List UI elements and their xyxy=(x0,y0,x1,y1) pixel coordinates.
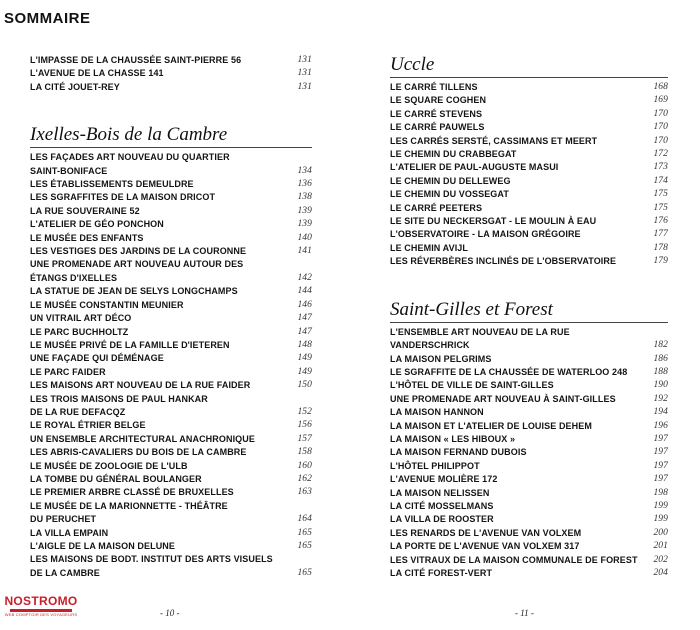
toc-entry-title: LA CITÉ JOUET-REY xyxy=(30,81,120,92)
toc-entry-page: 194 xyxy=(653,407,668,418)
toc-entry xyxy=(390,433,668,446)
toc-entry-page: 200 xyxy=(653,527,668,538)
toc-entry-page: 144 xyxy=(297,286,312,297)
toc-entry-page: 201 xyxy=(653,541,668,552)
toc-entry-title: L'OBSERVATOIRE - LA MAISON GRÉGOIRE xyxy=(390,229,581,240)
left-column xyxy=(30,54,312,580)
toc-entry-page: 152 xyxy=(297,406,312,417)
toc-entry xyxy=(390,228,668,241)
toc-entry xyxy=(30,352,312,365)
toc-entry xyxy=(390,513,668,526)
toc-entry-title: LE CHEMIN DU VOSSEGAT xyxy=(390,189,509,200)
toc-entry-page: 162 xyxy=(297,473,312,484)
toc-entry xyxy=(390,215,668,228)
toc-entry-title: UNE PROMENADE ART NOUVEAU À SAINT-GILLES xyxy=(390,393,616,404)
page-header: SOMMAIRE xyxy=(4,10,91,27)
toc-entry xyxy=(30,433,312,446)
left-page-number: - 10 - xyxy=(160,608,180,618)
nostromo-logo xyxy=(4,594,78,622)
toc-entry-title: LE PREMIER ARBRE CLASSÉ DE BRUXELLES xyxy=(30,487,234,498)
toc-entry xyxy=(30,419,312,432)
toc-entry-title: LE MUSÉE DE ZOOLOGIE DE L'ULB xyxy=(30,460,188,471)
toc-entry-title: LE PARC FAIDER xyxy=(30,366,106,377)
toc-entry xyxy=(390,161,668,174)
toc-entry-page: 131 xyxy=(297,55,312,65)
toc-entry-title: LA VILLA EMPAIN xyxy=(30,527,109,538)
toc-entry-page: 146 xyxy=(297,299,312,310)
toc-entry-title: LE CARRÉ PAUWELS xyxy=(390,122,485,133)
toc-entry-title: LE PARC BUCHHOLTZ xyxy=(30,326,129,337)
toc-entry-page: 158 xyxy=(297,447,312,458)
toc-entry-title: LES VITRAUX DE LA MAISON COMMUNALE DE FOREST xyxy=(390,554,638,565)
toc-entry xyxy=(390,202,668,215)
toc-entry-title: LE MUSÉE DES ENFANTS xyxy=(30,232,144,243)
toc-entry-page: 147 xyxy=(297,326,312,337)
toc-entry-title: LES RÉVERBÈRES INCLINÉS DE L'OBSERVATOIRE xyxy=(390,256,617,267)
toc-entry-page: 173 xyxy=(653,162,668,173)
toc-entry-title: LE CHEMIN DU CRABBEGAT xyxy=(390,149,517,160)
toc-entry-page: 147 xyxy=(297,313,312,324)
toc-entry-page: 182 xyxy=(653,340,668,351)
toc-entry-page: 175 xyxy=(653,202,668,213)
toc-entry-page: 141 xyxy=(297,246,312,257)
toc-entry-page: 131 xyxy=(297,68,312,79)
toc-entry-title: UNE PROMENADE ART NOUVEAU AUTOUR DES xyxy=(30,259,244,270)
toc-entry-title: LE CARRÉ PEETERS xyxy=(390,202,483,213)
toc-entry-title: LA STATUE DE JEAN DE SELYS LONGCHAMPS xyxy=(30,286,238,297)
toc-entry xyxy=(30,553,312,566)
toc-entry-page: 139 xyxy=(297,219,312,230)
toc-entry xyxy=(30,191,312,204)
toc-entry-page: 197 xyxy=(653,474,668,485)
toc-entry-page: 140 xyxy=(297,232,312,243)
logo-brand: NOSTROMO xyxy=(4,594,78,608)
toc-entry xyxy=(390,500,668,513)
toc-entry xyxy=(30,567,312,580)
toc-entry-title: UNE FAÇADE QUI DÉMÉNAGE xyxy=(30,353,164,364)
toc-entry-page: 164 xyxy=(297,514,312,525)
toc-entry-title: LE MUSÉE CONSTANTIN MEUNIER xyxy=(30,299,184,310)
toc-entry xyxy=(30,446,312,459)
toc-entry-title: LA RUE SOUVERAINE 52 xyxy=(30,205,140,216)
toc-entry-title: L'HÔTEL DE VILLE DE SAINT-GILLES xyxy=(390,380,554,391)
toc-entry xyxy=(30,339,312,352)
toc-entry xyxy=(390,94,668,107)
toc-entry-title: LES ÉTABLISSEMENTS DEMEULDRE xyxy=(30,179,194,190)
toc-entry xyxy=(30,165,312,178)
toc-entry-page: 197 xyxy=(653,433,668,444)
toc-entry-title: DE LA RUE DEFACQZ xyxy=(30,406,126,417)
toc-entry-page: 136 xyxy=(297,179,312,190)
toc-entry-page: 186 xyxy=(653,353,668,364)
toc-entry-page: 170 xyxy=(653,108,668,119)
toc-entry-page: 188 xyxy=(653,366,668,377)
toc-entry-title: LA MAISON PELGRIMS xyxy=(390,353,492,364)
toc-entry xyxy=(390,135,668,148)
toc-entry-page: 197 xyxy=(653,447,668,458)
toc-entry xyxy=(390,540,668,553)
toc-entry-title: L'ATELIER DE GÉO PONCHON xyxy=(30,219,164,230)
toc-entry-title: SAINT-BONIFACE xyxy=(30,165,108,176)
toc-entry xyxy=(390,188,668,201)
toc-entry-title: ÉTANGS D'IXELLES xyxy=(30,272,118,283)
toc-entry xyxy=(30,54,312,67)
toc-entry xyxy=(390,326,668,339)
toc-entry-page: 165 xyxy=(297,567,312,578)
toc-entry-page: 156 xyxy=(297,420,312,431)
toc-entry-page: 204 xyxy=(653,568,668,578)
toc-entry xyxy=(30,178,312,191)
toc-entry-title: LE SGRAFFITE DE LA CHAUSSÉE DE WATERLOO 248 xyxy=(390,366,628,377)
toc-entry-title: DE LA CAMBRE xyxy=(30,567,100,578)
toc-entry-title: LA MAISON ET L'ATELIER DE LOUISE DEHEM xyxy=(390,420,592,431)
toc-entry xyxy=(390,121,668,134)
toc-entry-page: 138 xyxy=(297,192,312,203)
toc-entry-title: L'IMPASSE DE LA CHAUSSÉE SAINT-PIERRE 56 xyxy=(30,55,242,65)
toc-entry-page: 177 xyxy=(653,229,668,240)
toc-entry-page: 134 xyxy=(297,165,312,176)
toc-entry-page: 170 xyxy=(653,135,668,146)
toc-entry xyxy=(30,205,312,218)
toc-entry xyxy=(390,353,668,366)
toc-entry xyxy=(30,81,312,94)
toc-entry-title: LA VILLA DE ROOSTER xyxy=(390,514,494,525)
toc-entry xyxy=(30,285,312,298)
toc-entry-page: 150 xyxy=(297,380,312,391)
toc-entry-page: 157 xyxy=(297,433,312,444)
toc-entry-title: LES MAISONS DE BODT. INSTITUT DES ARTS VISUELS xyxy=(30,554,273,565)
toc-entry xyxy=(390,406,668,419)
toc-entry xyxy=(30,67,312,80)
toc-entry xyxy=(30,312,312,325)
toc-entry-title: VANDERSCHRICK xyxy=(390,340,470,351)
toc-entry-page: 131 xyxy=(297,81,312,92)
toc-entry xyxy=(390,175,668,188)
toc-entry xyxy=(390,473,668,486)
toc-entry-page: 199 xyxy=(653,514,668,525)
toc-entry-title: LE CARRÉ STEVENS xyxy=(390,108,483,119)
toc-entry-title: LES RENARDS DE L'AVENUE VAN VOLXEM xyxy=(390,527,582,538)
toc-entry-title: L'ATELIER DE PAUL-AUGUSTE MASUI xyxy=(390,162,559,173)
toc-entry-page: 176 xyxy=(653,216,668,227)
toc-entry xyxy=(390,81,668,94)
toc-entry xyxy=(30,406,312,419)
toc-entry-page: 199 xyxy=(653,500,668,511)
toc-entry xyxy=(30,218,312,231)
toc-entry-page: 179 xyxy=(653,256,668,267)
toc-entry xyxy=(390,487,668,500)
saint-gilles-list xyxy=(390,326,668,581)
toc-entry-page: 175 xyxy=(653,189,668,200)
toc-entry-page: 168 xyxy=(653,82,668,92)
toc-entry-page: 148 xyxy=(297,339,312,350)
toc-entry xyxy=(30,232,312,245)
toc-entry-title: LES VESTIGES DES JARDINS DE LA COURONNE xyxy=(30,246,247,257)
toc-entry-page: 160 xyxy=(297,460,312,471)
ixelles-list xyxy=(30,151,312,580)
toc-entry-title: UN ENSEMBLE ARCHITECTURAL ANACHRONIQUE xyxy=(30,433,255,444)
uccle-list xyxy=(390,81,668,269)
toc-entry-title: LA MAISON HANNON xyxy=(390,407,484,418)
toc-entry xyxy=(390,393,668,406)
toc-entry xyxy=(390,242,668,255)
toc-entry xyxy=(30,486,312,499)
left-intro-list xyxy=(30,54,312,94)
toc-entry-title: LA MAISON « LES HIBOUX » xyxy=(390,433,516,444)
toc-entry xyxy=(30,500,312,513)
toc-entry xyxy=(390,446,668,459)
toc-entry-title: LE CHEMIN DU DELLEWEG xyxy=(390,175,511,186)
toc-entry xyxy=(30,513,312,526)
toc-entry-title: LA PORTE DE L'AVENUE VAN VOLXEM 317 xyxy=(390,541,580,552)
toc-entry-title: LE SQUARE COGHEN xyxy=(390,95,487,106)
toc-entry xyxy=(30,326,312,339)
toc-entry-page: 165 xyxy=(297,541,312,551)
toc-entry-title: L'AVENUE DE LA CHASSE 141 xyxy=(30,68,164,79)
toc-entry xyxy=(30,460,312,473)
toc-entry xyxy=(390,366,668,379)
toc-entry-title: LE CHEMIN AVIJL xyxy=(390,242,469,253)
toc-entry xyxy=(390,255,668,268)
toc-entry-title: LA MAISON NELISSEN xyxy=(390,487,490,498)
toc-entry-page: 174 xyxy=(653,175,668,186)
toc-entry xyxy=(30,258,312,271)
toc-entry xyxy=(390,108,668,121)
toc-entry-page: 149 xyxy=(297,366,312,377)
toc-entry-title: LES TROIS MAISONS DE PAUL HANKAR xyxy=(30,393,208,404)
toc-entry xyxy=(30,473,312,486)
toc-entry xyxy=(390,148,668,161)
right-page-number: - 11 - xyxy=(515,608,534,618)
toc-entry xyxy=(390,567,668,580)
toc-entry-page: 163 xyxy=(297,487,312,498)
toc-entry-page: 196 xyxy=(653,420,668,431)
toc-entry-page: 178 xyxy=(653,242,668,253)
section-title-ixelles: Ixelles-Bois de la Cambre xyxy=(30,124,312,148)
toc-entry-title: L'HÔTEL PHILIPPOT xyxy=(390,460,480,471)
toc-entry xyxy=(30,366,312,379)
toc-entry-title: LES ABRIS-CAVALIERS DU BOIS DE LA CAMBRE xyxy=(30,447,247,458)
toc-entry xyxy=(390,379,668,392)
toc-entry xyxy=(30,540,312,553)
toc-entry xyxy=(30,151,312,164)
toc-entry-page: 192 xyxy=(653,393,668,404)
toc-entry-title: LES SGRAFFITES DE LA MAISON DRICOT xyxy=(30,192,216,203)
toc-entry-title: LE ROYAL ÉTRIER BELGE xyxy=(30,420,146,431)
toc-entry xyxy=(390,420,668,433)
toc-entry-page: 165 xyxy=(297,527,312,538)
toc-entry-title: LES FAÇADES ART NOUVEAU DU QUARTIER xyxy=(30,152,230,163)
toc-entry-title: LE SITE DU NECKERSGAT - LE MOULIN À EAU xyxy=(390,216,597,227)
toc-entry xyxy=(390,527,668,540)
toc-entry xyxy=(30,272,312,285)
toc-entry xyxy=(30,379,312,392)
toc-entry-title: DU PERUCHET xyxy=(30,514,97,525)
section-title-saint-gilles: Saint-Gilles et Forest xyxy=(390,299,668,323)
toc-entry-page: 149 xyxy=(297,353,312,364)
toc-entry-page: 170 xyxy=(653,122,668,133)
toc-entry-title: L'AIGLE DE LA MAISON DELUNE xyxy=(30,541,176,551)
toc-entry-title: L'ENSEMBLE ART NOUVEAU DE LA RUE xyxy=(390,326,570,337)
toc-entry xyxy=(30,299,312,312)
right-column xyxy=(390,54,668,580)
toc-entry xyxy=(390,554,668,567)
toc-entry-title: LA MAISON FERNAND DUBOIS xyxy=(390,447,527,458)
toc-entry-page: 197 xyxy=(653,460,668,471)
toc-entry-title: LA CITÉ FOREST-VERT xyxy=(390,568,493,578)
toc-entry-title: UN VITRAIL ART DÉCO xyxy=(30,313,132,324)
toc-entry-title: LA TOMBE DU GÉNÉRAL BOULANGER xyxy=(30,473,202,484)
toc-entry-page: 142 xyxy=(297,272,312,283)
logo-tagline: WEB COMPTOIR DES VOYAGEURS xyxy=(4,612,78,617)
section-title-uccle: Uccle xyxy=(390,54,668,78)
toc-entry xyxy=(30,393,312,406)
toc-entry-title: LE MUSÉE PRIVÉ DE LA FAMILLE D'IETEREN xyxy=(30,339,230,350)
toc-entry-title: L'AVENUE MOLIÈRE 172 xyxy=(390,474,498,485)
toc-entry-title: LES CARRÉS SERSTÉ, CASSIMANS ET MEERT xyxy=(390,135,598,146)
toc-entry-title: LES MAISONS ART NOUVEAU DE LA RUE FAIDER xyxy=(30,380,251,391)
toc-entry-title: LE CARRÉ TILLENS xyxy=(390,82,478,92)
toc-entry-page: 139 xyxy=(297,205,312,216)
toc-entry-title: LE MUSÉE DE LA MARIONNETTE - THÉÂTRE xyxy=(30,500,228,511)
toc-entry xyxy=(30,245,312,258)
toc-entry-page: 198 xyxy=(653,487,668,498)
toc-entry-page: 190 xyxy=(653,380,668,391)
toc-entry-page: 202 xyxy=(653,554,668,565)
toc-entry xyxy=(30,527,312,540)
toc-entry xyxy=(390,339,668,352)
toc-entry-page: 169 xyxy=(653,95,668,106)
toc-entry xyxy=(390,460,668,473)
toc-entry-page: 172 xyxy=(653,149,668,160)
toc-entry-title: LA CITÉ MOSSELMANS xyxy=(390,500,494,511)
